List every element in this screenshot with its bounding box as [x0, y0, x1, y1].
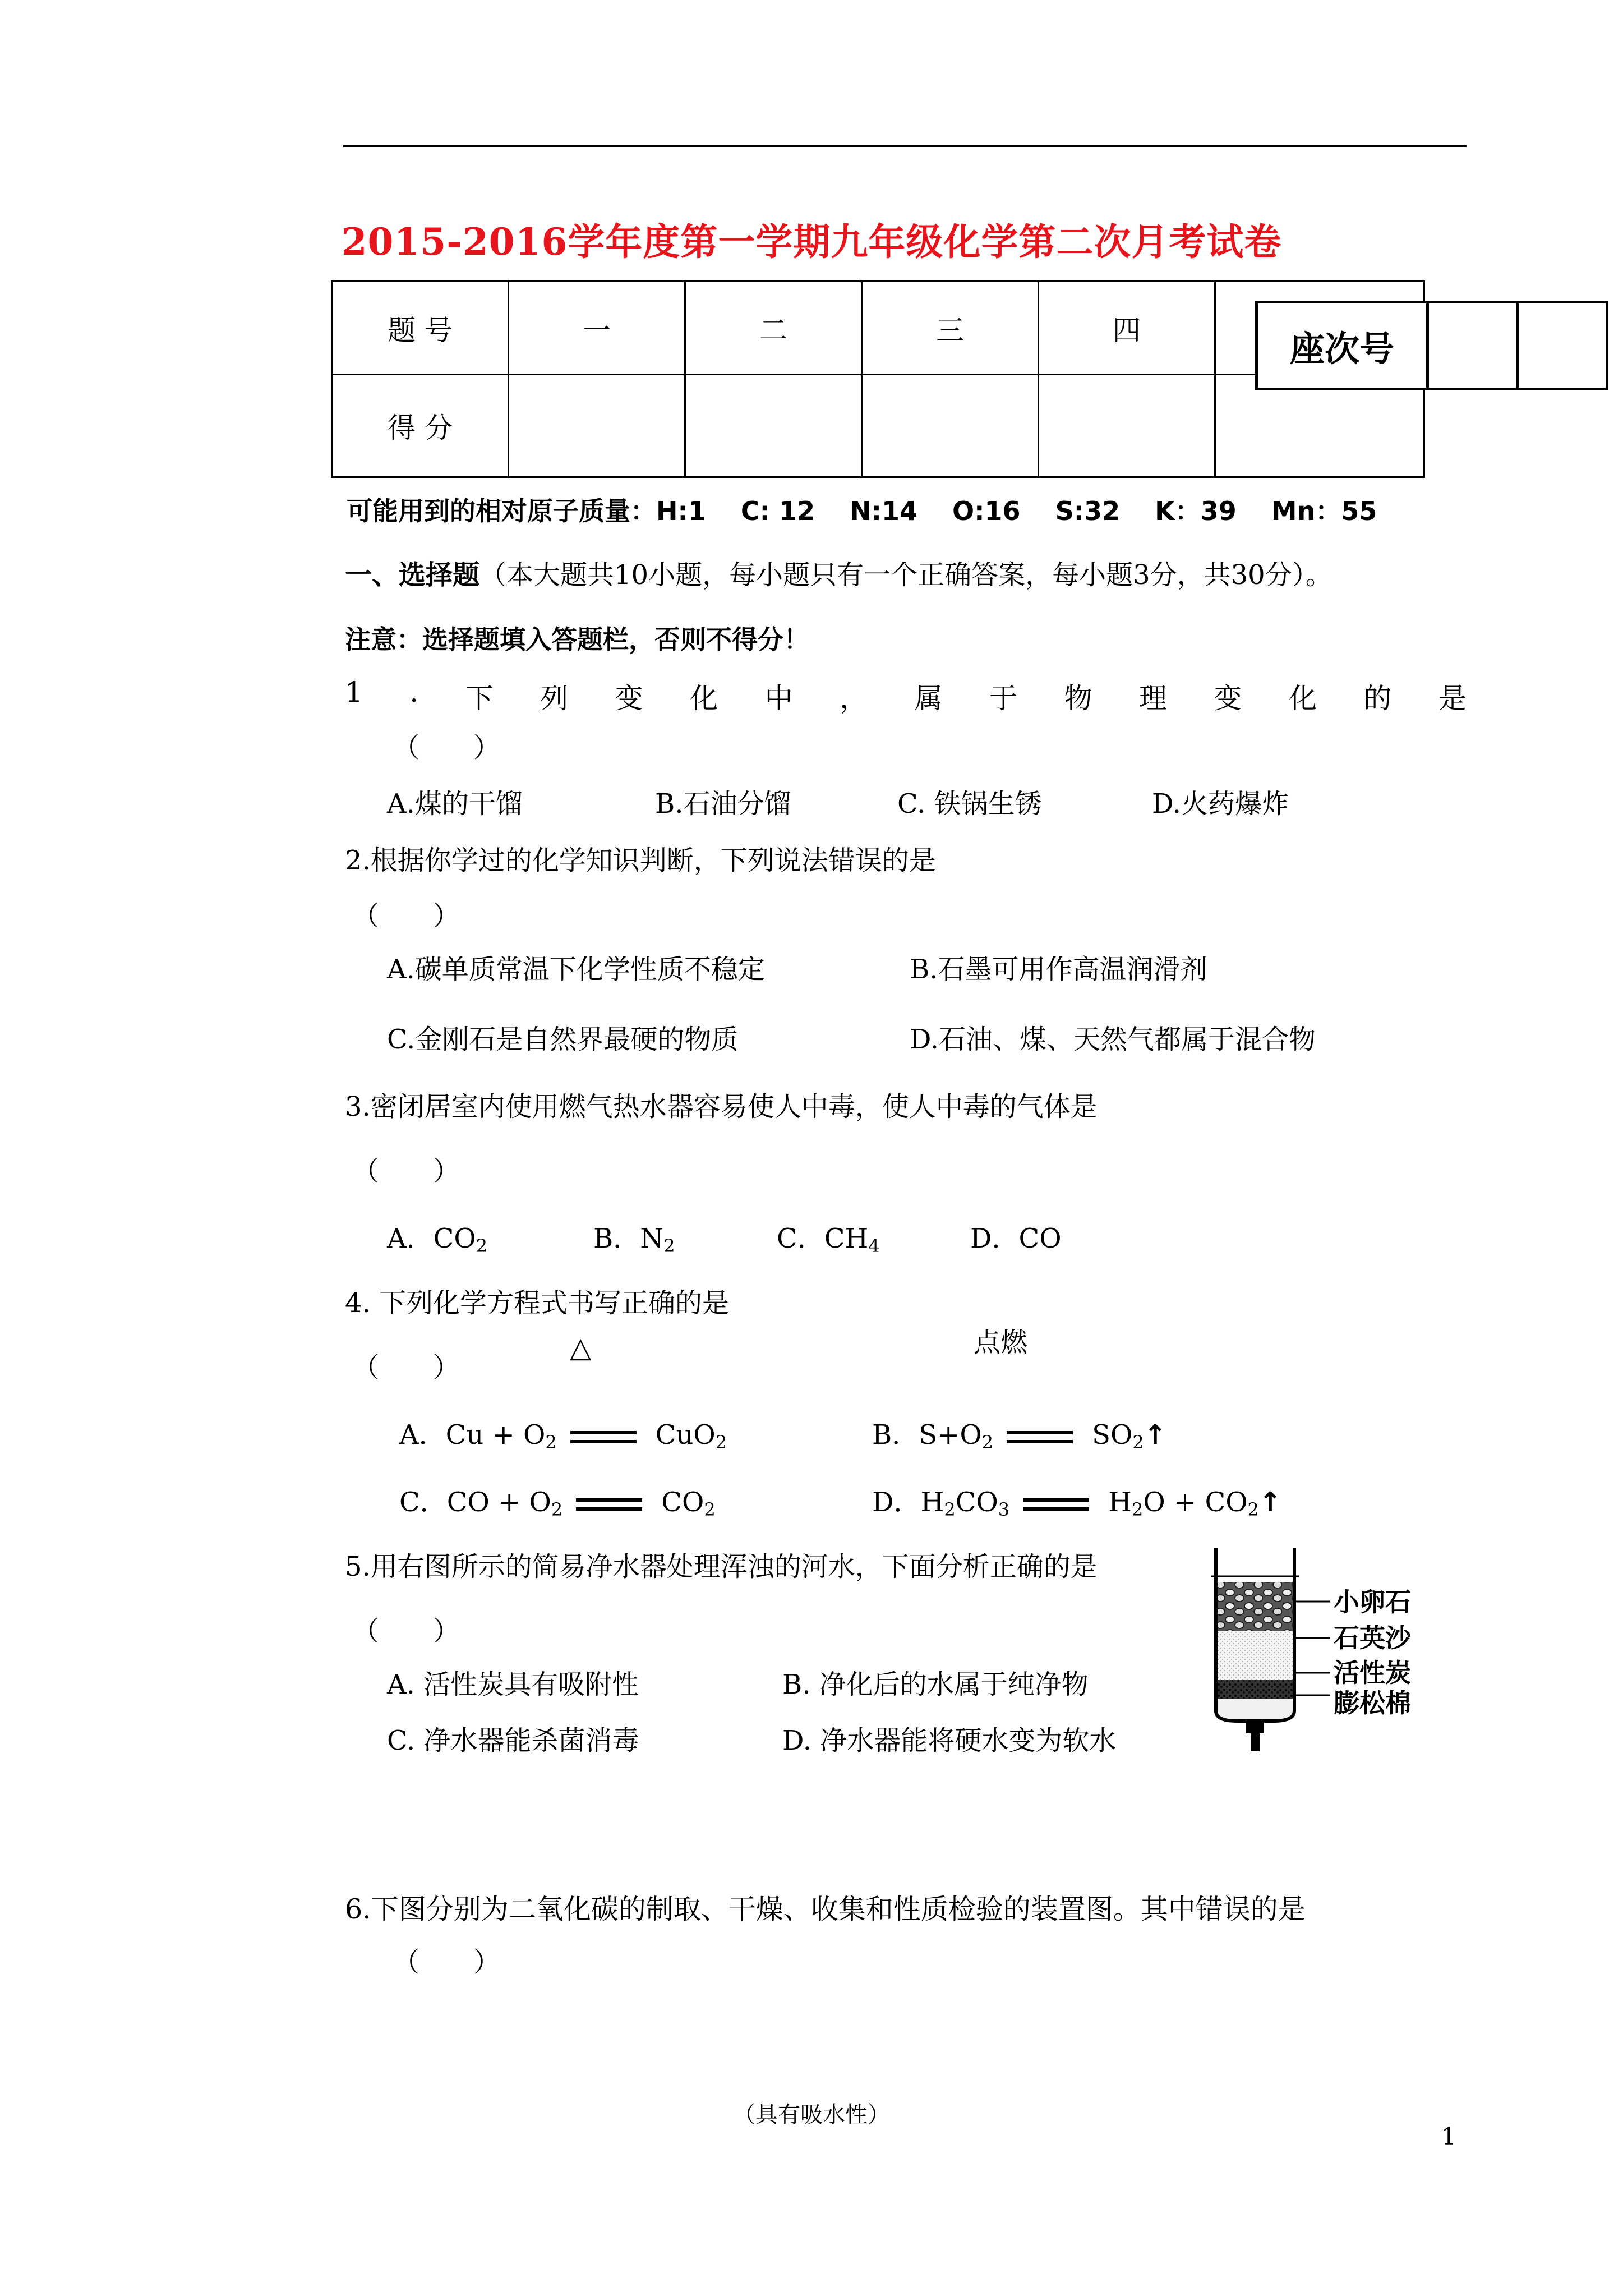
figure-label-activated-carbon: 活性炭 — [1334, 1658, 1411, 1688]
q1-option-b[interactable]: B.石油分馏 — [655, 788, 791, 820]
q1-char: 理 — [1139, 682, 1168, 715]
q1-char: 化 — [1289, 682, 1317, 715]
q6-stem: 6.下图分别为二氧化碳的制取、干燥、收集和性质检验的装置图。其中错误的是 — [345, 1893, 1306, 1925]
q1-char: 的 — [1363, 682, 1392, 715]
score-header-2: 二 — [685, 282, 862, 375]
q1-char: 1 — [345, 676, 363, 708]
q1-char: 变 — [1214, 682, 1242, 715]
q4-option-d[interactable]: D．$H_2CO_3$ $H_2O$ + $CO_2↑$ — [872, 1487, 1282, 1520]
seat-number-label: 座次号 — [1257, 302, 1428, 389]
q1-char: 是 — [1438, 682, 1467, 715]
equals-sign-icon — [1023, 1498, 1089, 1511]
q1-char: ， — [840, 682, 868, 715]
score-row-label: 得 分 — [332, 375, 509, 477]
score-header-label: 题 号 — [332, 282, 509, 375]
atomic-mass-line: 可能用到的相对原子质量：H:1 C: 12 N:14 O:16 S:32 K：39 Mn：55 — [347, 496, 1377, 526]
q1-char: 物 — [1064, 682, 1092, 715]
section1-header — [345, 559, 1332, 592]
q2-option-b[interactable]: B.石墨可用作高温润滑剂 — [910, 954, 1207, 985]
q2-option-c[interactable]: C.金刚石是自然界最硬的物质 — [387, 1024, 739, 1055]
q4-stem: 4. 下列化学方程式书写正确的是 — [345, 1287, 730, 1319]
section1-title: 一、选择题 — [345, 559, 480, 591]
q5-option-d[interactable]: D. 净水器能将硬水变为软水 — [782, 1725, 1117, 1756]
seat-number-box — [1255, 301, 1608, 390]
q1-char: 中 — [764, 682, 793, 715]
page-number: 1 — [1441, 2123, 1456, 2150]
q1-answer-paren[interactable]: （ ） — [393, 732, 501, 763]
q5-option-b[interactable]: B. 净化后的水属于纯净物 — [782, 1669, 1089, 1700]
q5-option-a[interactable]: A. 活性炭具有吸附性 — [387, 1669, 639, 1700]
q3-option-b[interactable]: B．$N_2$ — [593, 1223, 675, 1257]
q4-option-a[interactable]: A．$Cu + O_2$ CuO$_2$ — [399, 1419, 727, 1453]
equals-sign-icon — [576, 1498, 642, 1511]
score-header-4: 四 — [1039, 282, 1215, 375]
figure-label-quartz-sand: 石英沙 — [1334, 1623, 1411, 1653]
q4-heat-condition: △ — [570, 1331, 592, 1364]
q3-option-a[interactable]: A．$CO_2$ — [387, 1223, 488, 1257]
section1-note: （本大题共10小题，每小题只有一个正确答案，每小题3分，共30分）。 — [479, 559, 1332, 591]
q3-option-d[interactable]: D．CO — [970, 1223, 1062, 1254]
q5-option-c[interactable]: C. 净水器能杀菌消毒 — [387, 1725, 639, 1756]
q5-answer-paren[interactable]: （ ） — [352, 1616, 460, 1647]
q1-char: 于 — [989, 682, 1018, 715]
q3-option-c[interactable]: C．$CH_4$ — [777, 1223, 880, 1257]
equals-sign-icon — [570, 1431, 637, 1443]
q1-option-a[interactable]: A.煤的干馏 — [387, 788, 523, 820]
q2-stem: 2.根据你学过的化学知识判断，下列说法错误的是 — [345, 845, 936, 876]
score-cell-4[interactable] — [1039, 375, 1215, 477]
q2-answer-paren[interactable]: （ ） — [352, 900, 460, 932]
top-rule — [343, 145, 1467, 147]
figure-label-cotton: 膨松棉 — [1334, 1688, 1411, 1718]
q2-option-d[interactable]: D.石油、煤、天然气都属于混合物 — [910, 1024, 1316, 1055]
q5-stem: 5.用右图所示的简易净水器处理浑浊的河水，下面分析正确的是 — [345, 1551, 1098, 1582]
q4-option-b[interactable]: B．$S+O_2$ $SO_2↑$ — [872, 1419, 1166, 1453]
q4-answer-paren[interactable]: （ ） — [352, 1352, 460, 1383]
up-arrow-icon: ↑ — [1258, 1487, 1282, 1518]
q3-answer-paren[interactable]: （ ） — [352, 1156, 460, 1187]
water-purifier-figure — [1206, 1548, 1441, 1761]
seat-number-cell-2[interactable] — [1518, 302, 1607, 389]
footer-note: （具有吸水性） — [733, 2102, 890, 2128]
score-cell-2[interactable] — [685, 375, 862, 477]
seat-number-cell-1[interactable] — [1428, 302, 1518, 389]
q2-option-a[interactable]: A.碳单质常温下化学性质不稳定 — [387, 954, 765, 985]
up-arrow-icon: ↑ — [1144, 1419, 1166, 1451]
notice-line: 注意：选择题填入答题栏，否则不得分！ — [345, 624, 809, 655]
q1-stem — [345, 676, 1467, 716]
exam-title: 2015-2016学年度第一学期九年级化学第二次月考试卷 — [341, 220, 1282, 264]
score-header-3: 三 — [862, 282, 1039, 375]
q4-option-c[interactable]: C．CO + $O_2$ $CO_2$ — [399, 1487, 716, 1520]
equals-sign-icon — [1007, 1431, 1073, 1443]
q1-char: 下 — [465, 682, 494, 715]
q1-char: 列 — [540, 682, 569, 715]
q1-char: . — [409, 676, 419, 708]
score-cell-3[interactable] — [862, 375, 1039, 477]
figure-label-pebbles: 小卵石 — [1334, 1587, 1411, 1617]
q6-answer-paren[interactable]: （ ） — [393, 1947, 501, 1978]
score-cell-1[interactable] — [509, 375, 685, 477]
q1-option-d[interactable]: D.火药爆炸 — [1152, 788, 1289, 820]
q1-char: 属 — [914, 682, 943, 715]
q1-option-c[interactable]: C. 铁锅生锈 — [897, 788, 1042, 820]
q1-char: 变 — [615, 682, 643, 715]
score-header-1: 一 — [509, 282, 685, 375]
q4-ignite-condition: 点燃 — [974, 1327, 1028, 1358]
q1-char: 化 — [690, 682, 718, 715]
q3-stem: 3.密闭居室内使用燃气热水器容易使人中毒，使人中毒的气体是 — [345, 1091, 1098, 1122]
